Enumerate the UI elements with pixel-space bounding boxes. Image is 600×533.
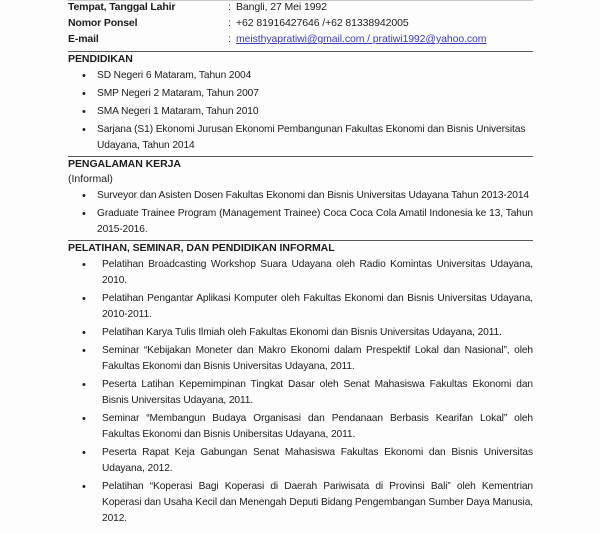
- list-item-label: Surveyor dan Asisten Dosen Fakultas Ekonomi dan Bisnis Universitas Udayana Tahun 2013-2014: [97, 190, 529, 201]
- list-item-label: SMP Negeri 2 Mataram, Tahun 2007: [97, 88, 259, 99]
- list-item: [82, 68, 533, 84]
- list-item: [82, 377, 533, 409]
- field-value-birthplace: Bangli, 27 Mei 1992: [236, 1, 327, 13]
- table-row: [68, 33, 533, 49]
- section-divider-pengalaman: [68, 156, 533, 157]
- list-item-label: Peserta Rapat Keja Gabungan Senat Mahasiswa Fakultas Ekonomi dan Bisnis Universitas Udayana, 2012.: [102, 447, 533, 474]
- list-item: [82, 86, 533, 102]
- field-separator: :: [228, 33, 231, 45]
- bullet-icon: •: [82, 345, 86, 357]
- list-item: [82, 188, 533, 204]
- list-pendidikan: [68, 68, 533, 154]
- list-item: [82, 479, 533, 527]
- list-item: [82, 291, 533, 323]
- list-item: [82, 445, 533, 477]
- field-label-birthplace: Tempat, Tanggal Lahir: [68, 1, 176, 13]
- list-item-label: SD Negeri 6 Mataram, Tahun 2004: [97, 70, 252, 81]
- bullet-icon: •: [82, 124, 86, 136]
- bullet-icon: •: [82, 106, 86, 118]
- list-item-label: Pelatihan Karya Tulis Ilmiah oleh Fakultas Ekonomi dan Bisnis Universitas Udayana, 2011.: [102, 327, 502, 338]
- list-pengalaman-kerja: [68, 188, 533, 238]
- personal-info-rows: [68, 1, 533, 49]
- bullet-icon: •: [82, 413, 86, 425]
- section-subheading-informal: (Informal): [68, 173, 113, 185]
- bullet-icon: •: [82, 327, 86, 339]
- list-item-label: Sarjana (S1) Ekonomi Jurusan Ekonomi Pembangunan Fakultas Ekonomi dan Bisnis Universitas Udayana, Tahun 2014: [97, 124, 526, 151]
- field-separator: :: [228, 17, 231, 29]
- field-label-email: E-mail: [68, 33, 99, 45]
- resume-body: [68, 0, 533, 527]
- list-item-label: Peserta Latihan Kepemimpinan Tingkat Dasar oleh Senat Mahasiswa Fakultas Ekonomi dan Bisnis Universitas Udayana, 2011.: [102, 379, 533, 406]
- list-item-label: Seminar “Membangun Budaya Organisasi dan Pendanaan Berbasis Kearifan Lokal” oleh Fakultas Ekonomi dan Bisnis Unibersitas Udayana, 2011.: [102, 413, 533, 440]
- section-heading-pendidikan: PENDIDIKAN: [68, 53, 133, 65]
- list-item: [82, 325, 533, 341]
- list-item-label: Pelatihan Pengantar Aplikasi Komputer oleh Fakultas Ekonomi dan Bisnis Universitas Udayana, 2010-2011.: [102, 293, 533, 320]
- list-item: [82, 206, 533, 238]
- list-item-label: Seminar “Kebijakan Moneter dan Makro Ekonomi dalam Prespektif Lokal dan Nasional”, oleh Fakultas Ekonomi dan Bisnis Universitas Udayana, 2011.: [102, 345, 533, 372]
- section-divider-pelatihan: [68, 240, 533, 241]
- list-item: [82, 122, 533, 154]
- field-label-phone: Nomor Ponsel: [68, 17, 138, 29]
- list-pelatihan-seminar: [68, 257, 533, 527]
- bullet-icon: •: [82, 293, 86, 305]
- section-divider-pendidikan: [68, 51, 533, 52]
- bullet-icon: •: [82, 190, 86, 202]
- bullet-icon: •: [82, 481, 86, 493]
- field-value-phone: +62 81916427646 /+62 81338942005: [236, 17, 409, 29]
- list-item-label: SMA Negeri 1 Mataram, Tahun 2010: [97, 106, 259, 117]
- personal-info-table: [68, 1, 533, 49]
- field-value-email-link[interactable]: meisthyapratiwi@gmail.com / pratiwi1992@yahoo.com: [236, 33, 487, 45]
- list-item-label: Graduate Trainee Program (Management Trainee) Coca Coca Cola Amatil Indonesia ke 13, Tahun 2015-2016.: [97, 208, 533, 235]
- bullet-icon: •: [82, 379, 86, 391]
- bullet-icon: •: [82, 208, 86, 220]
- list-item: [82, 257, 533, 289]
- field-separator: :: [228, 1, 231, 13]
- list-item-label: Pelatihan Broadcasting Workshop Suara Udayana oleh Radio Komintas Universitas Udayana, 2010.: [102, 259, 533, 286]
- bullet-icon: •: [82, 70, 86, 82]
- list-item: [82, 343, 533, 375]
- bullet-icon: •: [82, 447, 86, 459]
- table-row: [68, 17, 533, 33]
- bullet-icon: •: [82, 259, 86, 271]
- list-item-label: Pelatihan “Koperasi Bagi Koperasi di Daerah Pariwisata di Provinsi Bali” oleh Kementrian Koperasi dan Usaha Kecil dan Menengah Deputi Bidang Pengembangan Sumber Daya Manusia, 2012.: [102, 481, 533, 524]
- section-heading-pelatihan-seminar: PELATIHAN, SEMINAR, DAN PENDIDIKAN INFORMAL: [68, 242, 335, 254]
- list-item: [82, 411, 533, 443]
- bullet-icon: •: [82, 88, 86, 100]
- section-heading-pengalaman-kerja: PENGALAMAN KERJA: [68, 158, 181, 170]
- list-item: [82, 104, 533, 120]
- table-row: [68, 1, 533, 17]
